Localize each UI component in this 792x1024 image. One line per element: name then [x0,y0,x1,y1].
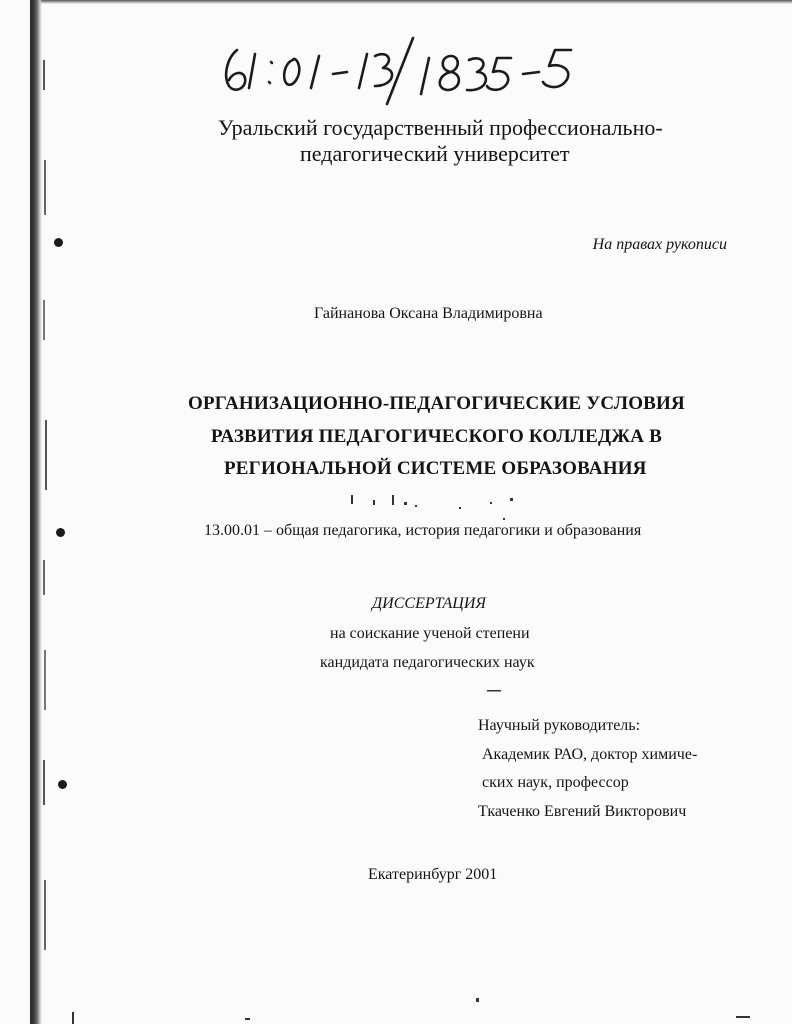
scan-binding-edge [30,0,42,1024]
binding-hole-middle [56,528,65,537]
degree-line-2: кандидата педагогических наук [320,654,535,671]
dissertation-label: ДИССЕРТАЦИЯ [372,595,486,612]
handwritten-archive-code [215,28,615,108]
binding-hole-top [54,238,63,247]
place-and-year: Екатеринбург 2001 [368,866,498,883]
author-name: Гайнанова Оксана Владимировна [314,305,543,322]
scan-binding-noise [42,0,52,1024]
advisor-name: Ткаченко Евгений Викторович [478,803,687,820]
advisor-title-line-2: ских наук, профессор [482,774,629,791]
title-line-3: РЕГИОНАЛЬНОЙ СИСТЕМЕ ОБРАЗОВАНИЯ [224,458,647,479]
degree-line-1: на соискание ученой степени [330,625,530,642]
rights-note: На правах рукописи [592,236,727,253]
handwritten-code-drawing [215,28,615,108]
university-line-1: Уральский государственный профессионально- [218,115,663,140]
title-line-1: ОРГАНИЗАЦИОННО-ПЕДАГОГИЧЕСКИЕ УСЛОВИЯ [188,393,685,414]
binding-hole-bottom [58,780,67,789]
title-line-2: РАЗВИТИЯ ПЕДАГОГИЧЕСКОГО КОЛЛЕДЖА В [211,426,663,447]
advisor-title-line-1: Академик РАО, доктор химиче- [482,746,698,763]
advisor-label: Научный руководитель: [478,717,641,734]
scan-top-edge [30,0,792,4]
university-line-2: педагогический университет [300,141,570,166]
specialty-code: 13.00.01 – общая педагогика, история педагогики и образования [204,522,642,539]
